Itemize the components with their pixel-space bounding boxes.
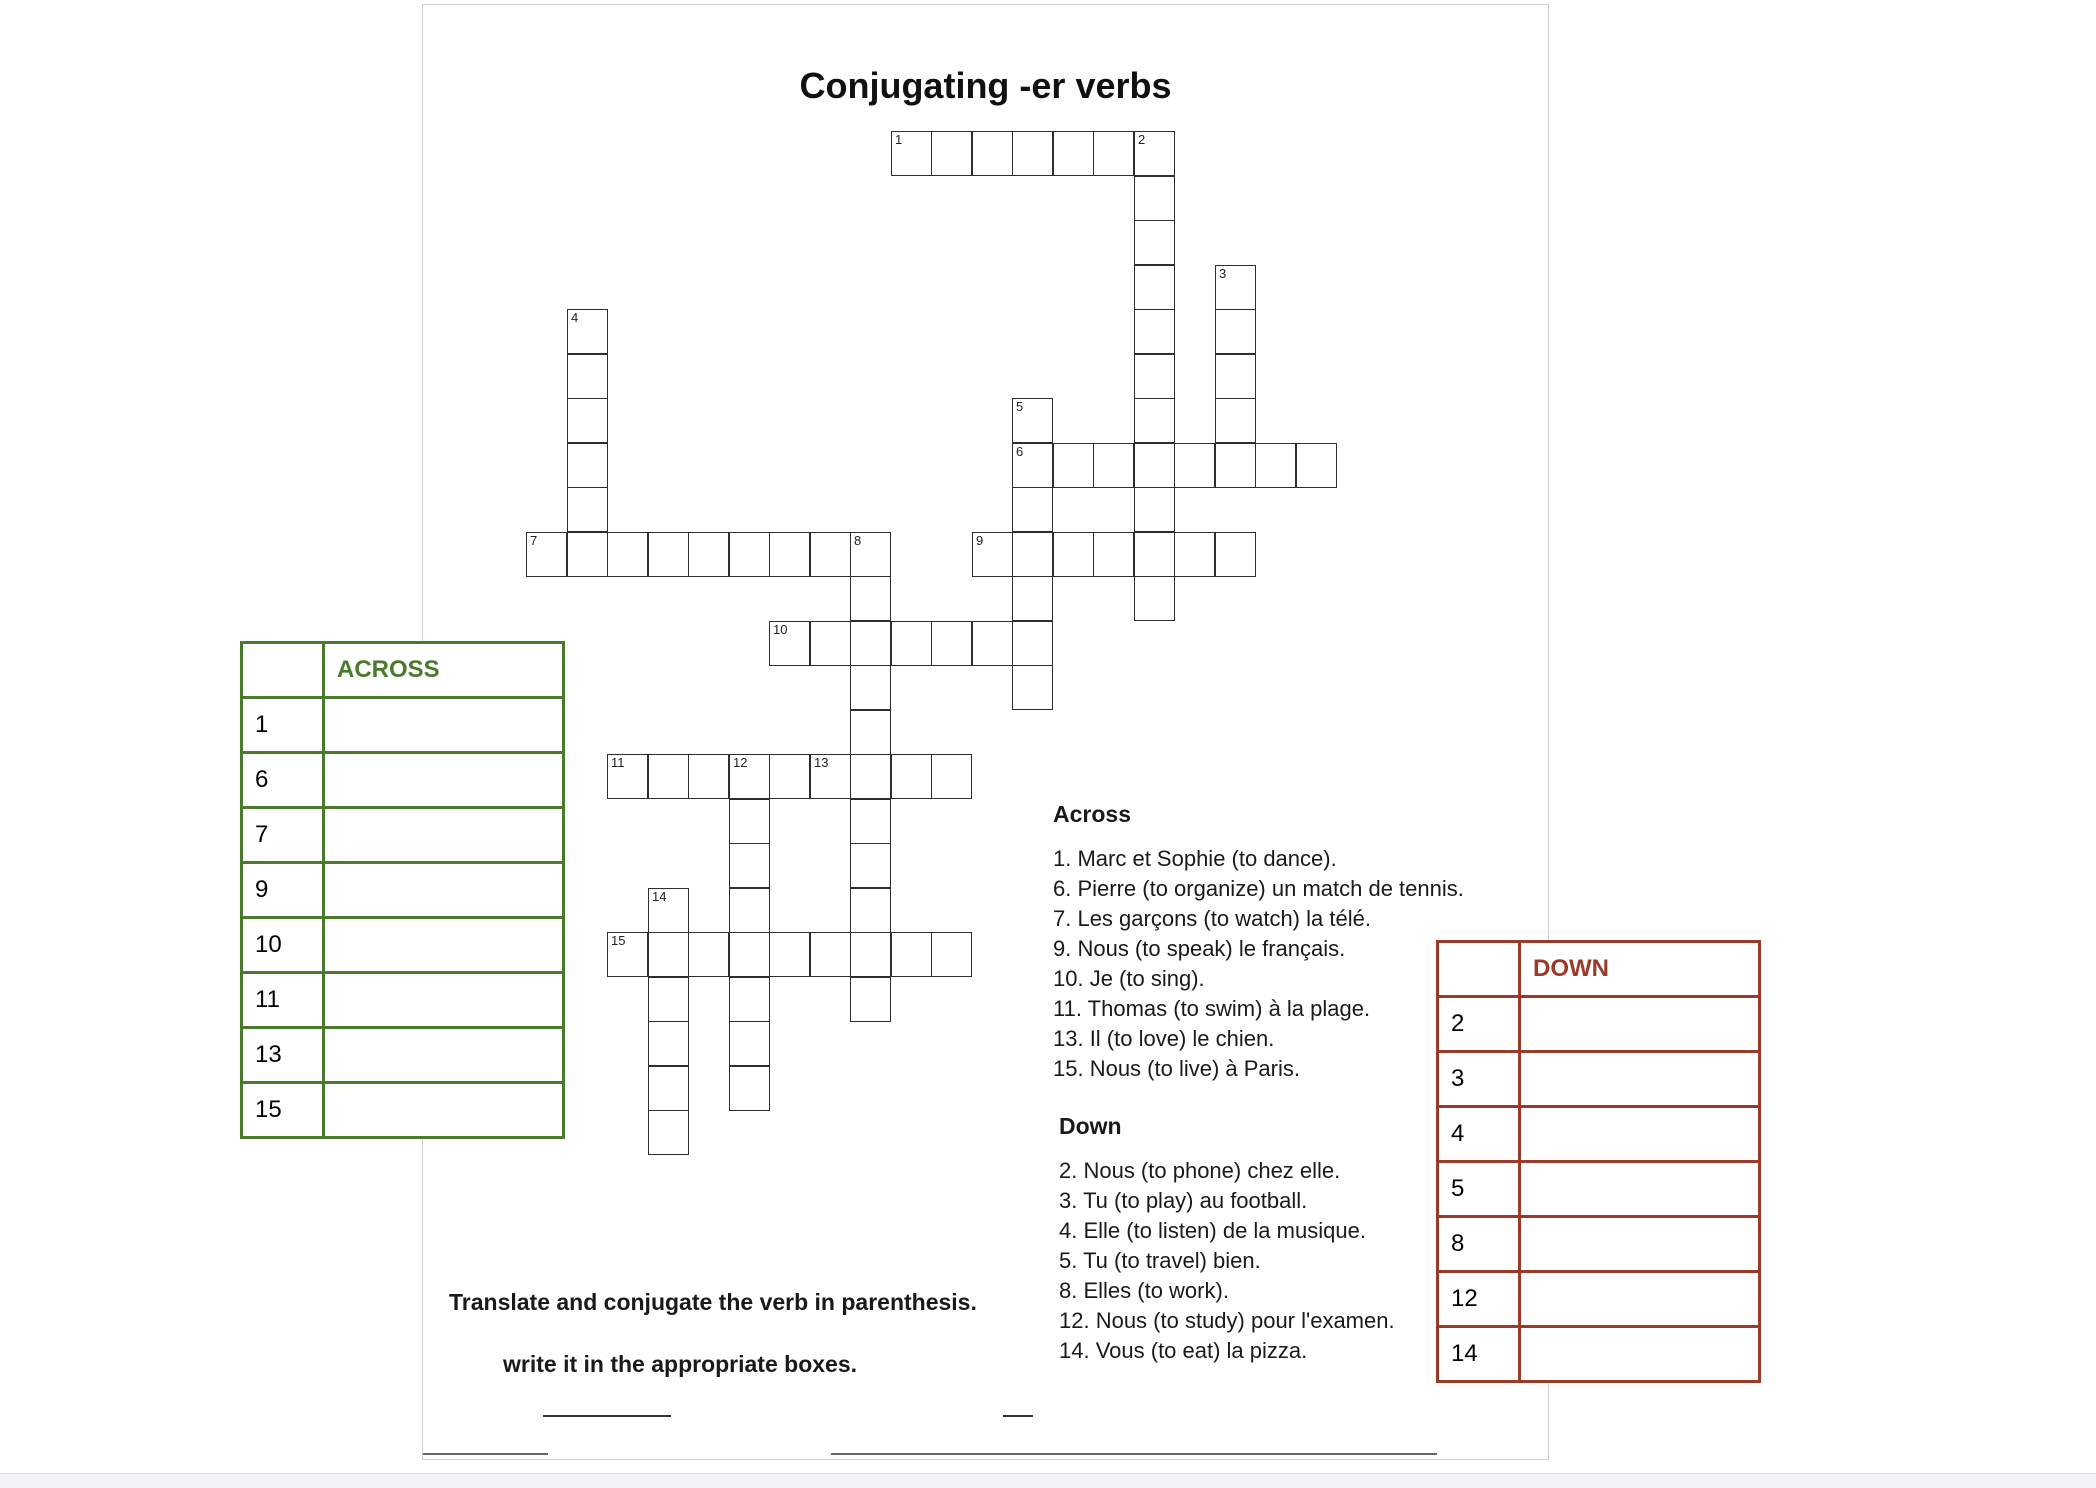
crossword-cell[interactable] (850, 621, 891, 666)
crossword-cell[interactable] (850, 977, 891, 1022)
answer-cell[interactable] (324, 863, 564, 918)
answer-cell[interactable] (1520, 997, 1760, 1052)
crossword-cell[interactable] (769, 621, 810, 666)
crossword-cell[interactable] (1255, 443, 1296, 488)
crossword-cell[interactable] (1012, 576, 1053, 621)
table-row (1438, 1162, 1760, 1217)
crossword-cell[interactable] (648, 1021, 689, 1066)
across-clues-heading: Across (1053, 801, 1131, 827)
table-row (242, 753, 564, 808)
across-table-heading: ACROSS (324, 643, 564, 698)
answer-cell[interactable] (1520, 1162, 1760, 1217)
across-clues (1053, 801, 1464, 1084)
crossword-cell[interactable] (1215, 398, 1256, 443)
crossword-cell[interactable] (1053, 532, 1094, 577)
crossword-cell[interactable] (769, 932, 810, 977)
crossword-cell[interactable] (1012, 131, 1053, 176)
crossword-cell[interactable] (1174, 532, 1215, 577)
crossword-cell[interactable] (769, 532, 810, 577)
clue-line: 6. Pierre (to organize) un match de tennis. (1053, 876, 1464, 901)
crossword-cell[interactable] (1093, 532, 1134, 577)
crossword-cell[interactable] (648, 754, 689, 799)
table-header-row (1438, 942, 1760, 997)
table-cell (1438, 942, 1520, 997)
crossword-cell[interactable] (1215, 532, 1256, 577)
answer-cell[interactable] (324, 698, 564, 753)
cell-number: 4 (571, 310, 579, 325)
crossword-cell[interactable] (850, 843, 891, 888)
crossword-cell[interactable] (1012, 665, 1053, 710)
table-row (1438, 1107, 1760, 1162)
crossword-cell[interactable] (1134, 265, 1175, 310)
table-row (1438, 1272, 1760, 1327)
crossword-cell[interactable] (688, 532, 729, 577)
crossword-cell[interactable] (1012, 487, 1053, 532)
table-cell (242, 643, 324, 698)
crossword-cell[interactable] (931, 932, 972, 977)
crossword-cell[interactable] (1093, 131, 1134, 176)
answer-line (1003, 1415, 1033, 1417)
crossword-cell[interactable] (1012, 398, 1053, 443)
crossword-cell[interactable] (931, 131, 972, 176)
clue-number: 11 (242, 973, 324, 1028)
down-clues (1059, 1113, 1395, 1366)
clue-line: 11. Thomas (to swim) à la plage. (1053, 996, 1371, 1021)
answer-cell[interactable] (1520, 1052, 1760, 1107)
clue-line: 4. Elle (to listen) de la musique. (1059, 1218, 1366, 1243)
cell-number: 11 (611, 755, 625, 770)
crossword-cell[interactable] (648, 932, 689, 977)
crossword-cell[interactable] (567, 309, 608, 354)
clue-line: 8. Elles (to work). (1059, 1278, 1229, 1303)
clue-line: 10. Je (to sing). (1053, 966, 1205, 991)
instruction-line-2: write it in the appropriate boxes. (503, 1351, 858, 1377)
divider (423, 1453, 548, 1455)
crossword-cell[interactable] (1053, 131, 1094, 176)
table-row (242, 1083, 564, 1138)
crossword-cell[interactable] (1134, 220, 1175, 265)
crossword-cell[interactable] (729, 932, 770, 977)
crossword-cell[interactable] (891, 621, 932, 666)
crossword-cell[interactable] (1134, 576, 1175, 621)
crossword-cell[interactable] (1134, 532, 1175, 577)
crossword-cell[interactable] (1093, 443, 1134, 488)
crossword-cell[interactable] (1053, 443, 1094, 488)
clue-line: 12. Nous (to study) pour l'examen. (1059, 1308, 1395, 1333)
table-row (1438, 1327, 1760, 1382)
clue-line: 2. Nous (to phone) chez elle. (1059, 1158, 1341, 1183)
crossword-cell[interactable] (648, 1066, 689, 1111)
crossword-cell[interactable] (607, 754, 648, 799)
worksheet-page (422, 4, 1549, 1460)
crossword-cell[interactable] (850, 888, 891, 933)
crossword-cell[interactable] (891, 754, 932, 799)
crossword-cell[interactable] (729, 1021, 770, 1066)
down-table-heading: DOWN (1520, 942, 1760, 997)
crossword-cell[interactable] (1215, 309, 1256, 354)
crossword-cell[interactable] (688, 932, 729, 977)
crossword-cell[interactable] (567, 487, 608, 532)
crossword-cell[interactable] (850, 710, 891, 755)
table-row (1438, 1217, 1760, 1272)
crossword-cell[interactable] (850, 665, 891, 710)
crossword-cell[interactable] (1134, 309, 1175, 354)
crossword-cell[interactable] (526, 532, 567, 577)
answer-cell[interactable] (324, 1083, 564, 1138)
cell-number: 6 (1016, 444, 1024, 459)
crossword-cell[interactable] (1296, 443, 1337, 488)
instruction-line-1: Translate and conjugate the verb in parenthesis. (449, 1289, 977, 1315)
answer-line (543, 1415, 671, 1417)
cell-number: 12 (733, 755, 748, 770)
cell-number: 5 (1016, 399, 1024, 414)
clue-line: 14. Vous (to eat) la pizza. (1059, 1338, 1308, 1363)
down-clues-heading: Down (1059, 1113, 1122, 1139)
across-answer-table (240, 641, 565, 1139)
cell-number: 9 (976, 533, 984, 548)
crossword-cell[interactable] (1134, 443, 1175, 488)
table-row (242, 918, 564, 973)
clue-line: 9. Nous (to speak) le français. (1053, 936, 1346, 961)
crossword-cell[interactable] (729, 977, 770, 1022)
crossword-cell[interactable] (972, 621, 1013, 666)
crossword-cell[interactable] (729, 843, 770, 888)
cell-number: 8 (854, 533, 862, 548)
crossword-cell[interactable] (810, 754, 851, 799)
clue-number: 2 (1438, 997, 1520, 1052)
clue-number: 7 (242, 808, 324, 863)
clue-line: 1. Marc et Sophie (to dance). (1053, 846, 1337, 871)
crossword-cell[interactable] (567, 532, 608, 577)
down-answer-table (1436, 940, 1761, 1383)
crossword-cell[interactable] (1134, 398, 1175, 443)
worksheet-title: Conjugating -er verbs (799, 65, 1172, 106)
clue-number: 12 (1438, 1272, 1520, 1327)
clue-number: 5 (1438, 1162, 1520, 1217)
table-header-row (242, 643, 564, 698)
clue-number: 14 (1438, 1327, 1520, 1382)
answer-cell[interactable] (1520, 1217, 1760, 1272)
crossword-cell[interactable] (1134, 131, 1175, 176)
crossword-cell[interactable] (648, 977, 689, 1022)
crossword-cell[interactable] (729, 888, 770, 933)
crossword-cell[interactable] (850, 932, 891, 977)
clue-line: 3. Tu (to play) au football. (1059, 1188, 1308, 1213)
clue-number: 13 (242, 1028, 324, 1083)
crossword-cell[interactable] (1215, 265, 1256, 310)
cell-number: 15 (611, 933, 626, 948)
crossword-cell[interactable] (972, 131, 1013, 176)
clue-number: 3 (1438, 1052, 1520, 1107)
crossword-cell[interactable] (567, 354, 608, 399)
table-row (242, 698, 564, 753)
cell-number: 3 (1219, 266, 1227, 281)
crossword-cell[interactable] (648, 532, 689, 577)
crossword-cell[interactable] (567, 443, 608, 488)
table-row (1438, 997, 1760, 1052)
clue-number: 10 (242, 918, 324, 973)
crossword-cell[interactable] (1012, 621, 1053, 666)
crossword-cell[interactable] (688, 754, 729, 799)
clue-number: 15 (242, 1083, 324, 1138)
crossword-cell[interactable] (769, 754, 810, 799)
cell-number: 14 (652, 889, 667, 904)
clue-line: 7. Les garçons (to watch) la télé. (1053, 906, 1371, 931)
crossword-cell[interactable] (850, 799, 891, 844)
table-row (242, 863, 564, 918)
divider (831, 1453, 1437, 1455)
crossword-cell[interactable] (1215, 443, 1256, 488)
crossword-cell[interactable] (850, 532, 891, 577)
crossword-cell[interactable] (1215, 354, 1256, 399)
crossword-cell[interactable] (931, 754, 972, 799)
answer-cell[interactable] (1520, 1107, 1760, 1162)
crossword-cell[interactable] (810, 532, 851, 577)
crossword-cell[interactable] (607, 932, 648, 977)
answer-cell[interactable] (324, 1028, 564, 1083)
answer-cell[interactable] (1520, 1327, 1760, 1382)
answer-cell[interactable] (1520, 1272, 1760, 1327)
crossword-cell[interactable] (1134, 176, 1175, 221)
crossword-cell[interactable] (972, 532, 1013, 577)
crossword-cell[interactable] (729, 754, 770, 799)
table-row (242, 808, 564, 863)
crossword-cell[interactable] (810, 932, 851, 977)
crossword-cell[interactable] (567, 398, 608, 443)
crossword-cell[interactable] (648, 1110, 689, 1155)
crossword-cell[interactable] (931, 621, 972, 666)
cell-number: 1 (895, 132, 903, 147)
clue-number: 6 (242, 753, 324, 808)
cell-number: 10 (773, 622, 788, 637)
crossword-cell[interactable] (1012, 532, 1053, 577)
answer-cell[interactable] (324, 918, 564, 973)
answer-cell[interactable] (324, 808, 564, 863)
clue-line: 5. Tu (to travel) bien. (1059, 1248, 1261, 1273)
crossword-cell[interactable] (1012, 443, 1053, 488)
crossword-cell[interactable] (648, 888, 689, 933)
clue-number: 9 (242, 863, 324, 918)
cell-number: 13 (814, 755, 829, 770)
crossword-cell[interactable] (1134, 487, 1175, 532)
table-row (242, 1028, 564, 1083)
crossword-cell[interactable] (1134, 354, 1175, 399)
table-row (242, 973, 564, 1028)
answer-cell[interactable] (324, 973, 564, 1028)
table-row (1438, 1052, 1760, 1107)
crossword-cell[interactable] (729, 1066, 770, 1111)
crossword-cell[interactable] (810, 621, 851, 666)
cell-number: 7 (530, 533, 538, 548)
clue-number: 4 (1438, 1107, 1520, 1162)
crossword-cell[interactable] (607, 532, 648, 577)
crossword-cell[interactable] (850, 576, 891, 621)
crossword-cell[interactable] (891, 131, 932, 176)
clue-number: 8 (1438, 1217, 1520, 1272)
answer-cell[interactable] (324, 753, 564, 808)
crossword-cell[interactable] (1174, 443, 1215, 488)
clue-line: 15. Nous (to live) à Paris. (1053, 1056, 1300, 1081)
crossword-cell[interactable] (729, 532, 770, 577)
crossword-cell[interactable] (729, 799, 770, 844)
crossword-cell[interactable] (850, 754, 891, 799)
horizontal-scrollbar[interactable] (0, 1473, 2096, 1488)
cell-number: 2 (1138, 132, 1146, 147)
clue-line: 13. Il (to love) le chien. (1053, 1026, 1275, 1051)
clue-number: 1 (242, 698, 324, 753)
crossword-cell[interactable] (891, 932, 932, 977)
